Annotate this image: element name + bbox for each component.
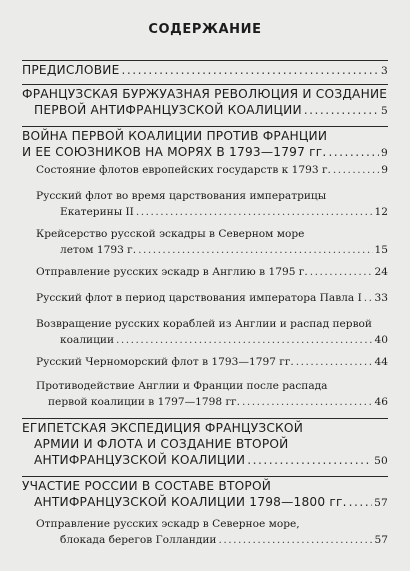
entry-title-line: ЕГИПЕТСКАЯ ЭКСПЕДИЦИЯ ФРАНЦУЗСКОЙ [22,421,304,435]
entry-title-line: Отправление русских эскадр в Северное море, [36,518,300,530]
entry-title-line: Екатерины II [60,206,134,218]
page-title: СОДЕРЖАНИЕ [148,22,262,37]
dot-leader [116,334,372,346]
entry-title-line: АНТИФРАНЦУЗСКОЙ КОАЛИЦИИ [34,453,246,467]
page-number: 46 [374,396,388,408]
entry-title-line: И ЕЕ СОЮЗНИКОВ НА МОРЯХ В 1793—1797 гг. [22,145,327,159]
page-number: 5 [381,105,388,117]
section-rule [22,418,388,419]
section-rule [22,60,388,61]
entry-title-line: УЧАСТИЕ РОССИИ В СОСТАВЕ ВТОРОЙ [22,479,272,493]
entry-title-line: блокада берегов Голландии [60,534,217,546]
page-number: 57 [374,534,388,546]
dot-leader [136,206,373,218]
entry-title-line: ПЕРВОЙ АНТИФРАНЦУЗСКОЙ КОАЛИЦИИ [34,103,302,117]
entry-title-line: АНТИФРАНЦУЗСКОЙ КОАЛИЦИИ 1798—1800 гг. [34,495,347,509]
page-number: 50 [374,455,388,467]
entry-title-line: Возвращение русских кораблей из Англии и распад первой [36,318,372,330]
entry-title-line: ФРАНЦУЗСКАЯ БУРЖУАЗНАЯ РЕВОЛЮЦИЯ И СОЗДАНИЕ [22,87,388,101]
dot-leader [333,164,379,176]
section-rule [22,84,388,85]
entry-title-line: коалиции [60,334,115,346]
page-number: 33 [374,292,388,304]
entry-title-line: первой коалиции в 1797—1798 гг. [48,396,240,408]
entry-title-line: Отправление русских эскадр в Англию в 1795 г. [36,266,308,278]
entry-title-line: АРМИИ И ФЛОТА И СОЗДАНИЕ ВТОРОЙ [34,437,289,451]
dot-leader [247,453,372,467]
page-number: 44 [374,356,388,368]
dot-leader [138,244,372,256]
page-number: 57 [374,497,388,509]
dot-leader [296,356,373,368]
dot-leader [310,266,373,278]
page-number: 12 [374,206,388,218]
dot-leader [364,292,373,304]
entry-title-line: Русский флот в период царствования императора Павла I [36,292,362,304]
page-number: 24 [374,266,388,278]
entry-title-line: ВОЙНА ПЕРВОЙ КОАЛИЦИИ ПРОТИВ ФРАНЦИИ [22,129,328,143]
entry-title-line: Русский Черноморский флот в 1793—1797 гг. [36,356,294,368]
page-number: 15 [374,244,388,256]
dot-leader [328,145,379,159]
entry-title-line: Противодействие Англии и Франции после распада [36,380,328,392]
section-rule [22,126,388,127]
page-number: 9 [381,164,388,176]
entry-title-line: Русский флот во время царствования императрицы [36,190,327,202]
page-number: 9 [381,147,388,159]
dot-leader [122,63,380,77]
dot-leader [218,534,372,546]
page-number: 40 [374,334,388,346]
dot-leader [349,495,372,509]
entry-title-line: Крейсерство русской эскадры в Северном море [36,228,305,240]
entry-title-line: Состояние флотов европейских государств к 1793 г. [36,164,331,176]
entry-title-line: летом 1793 г. [60,244,137,256]
entry-title-line: ПРЕДИСЛОВИЕ [22,63,120,77]
dot-leader [242,396,373,408]
section-rule [22,476,388,477]
page-number: 3 [381,65,388,77]
dot-leader [304,103,379,117]
